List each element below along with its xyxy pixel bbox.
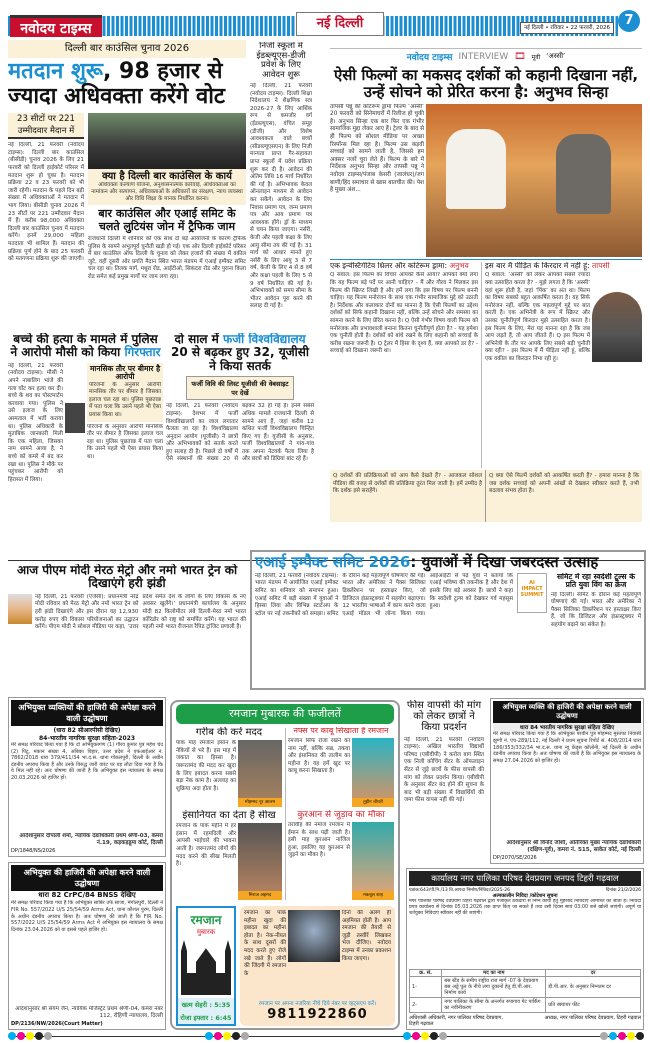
tender-ref: पत्रांक:643/पी.नि./13 वि.आपदा निर्माण/निविदा/2025-26 [409,888,510,893]
anubhav-name: अनुभव [449,262,469,270]
invite-right: दिनों की अलग ही अहमियत होती है। आप रमजान की तैयारी से जुड़ी तस्वीरें लिखकर भेज दीजिए। नवोदय टाइम्स में उनका प्रकाशन किया जाएगा। [342,910,391,962]
ai-summit-headline [255,554,641,571]
table-row: 1- बस स्टैंड के समीप राष्ट्रीय राज मार्ग -07 के देवप्रयाग बस अड्डे पुल के नीचे लगा दुकानों हेतु डी.पी.आर. निर्माण कार्य डी.पी.आर. के अनुसार निम्नतम दर [410,977,641,998]
ramzan-invite [240,906,395,1026]
film-reel-icon: 🎞 [514,51,526,62]
tender-table [409,969,641,1013]
film-title: ‘अस्सी’ [546,52,566,60]
tender-sign-left: अधिशासी अधिकारी, नगर पालिका परिषद देवप्रयाग, टिहरी गढ़वाल [409,1015,503,1027]
interview-photo [426,104,642,257]
notice-3-code: DP/2070/SE/2026 [493,855,537,861]
ramzan-article-1 [176,727,282,807]
invite-cta: रमजान पर अपना नजरिया नीचे दिये नंबर पर व्हट्सएप करें। [258,1001,377,1007]
bar-council-box [88,169,246,205]
ai-side-body: नई दिल्ली। समिट के दौरान कई महत्वपूर्ण घोषणाएं की गईं। भारत और अमेरिका ने पैक्स सिलिका डिक्लेरेशन पर हस्ताक्षर किए हैं, जो कि डिजिटल और इंफ्रास्ट्रक्चर में सहयोग बढ़ाने का संकेत है। [551,591,641,628]
ugc-headline [166,333,314,373]
ramzan-a1-photo [238,740,282,798]
ramzan-a1-text: पाक माह रमजान इंसान के नेकियों से भरे हैं। इस माह में जकात का हिस्सा है। जरूरतमंद की मदद कर खुदा के लिए इबादत करना सबसे बड़ा नेक काम है। अल्लाह का शुक्रिया अदा होता है। [176,740,236,792]
ramzan-a1-title: गरीब की करें मदद [195,727,263,738]
dateline: नई दिल्ली • रविवार • 22 फरवरी, 2026 [520,22,614,34]
handcuff-photo [65,403,85,433]
notice-3-title: अभियुक्त व्यक्ति की हाजिरी की अपेक्षा करने वाली उद्घोषणा [493,701,641,723]
modi-body: नई दिल्ली, 21 फरवरी (एजेंसी): प्रधानमंत्री नरेंद्र मोदी रविवार को मेरठ मेट्रो और नमो भारत ट्रेन को हरी झंडी दिखाएंगे और इस दौरान वह 12,930 करोड़ रुपए की विकास परियोजनाओं का उद्घाटन करेंगे। पीएम मोदी ने सोशल मीडिया पर कहा, ‘उत्तर प्रदेश समेत देश के लोगों के लिए विकास के नए अवसर खुलेंगे।’ प्रधानमंत्री कार्यालय के अनुसार मोदी 82 किलोमीटर लंबे दिल्ली-मेरठ नमो भारत कॉरिडोर को राष्ट्र को समर्पित करेंगे। यह भारत की पहली नमो भारत रीजनल रैपिड ट्रांजिट प्रणाली है। [35,593,246,631]
ramzan-a3-text: रमजान के पाक महीने में हर इंसान में रहमदिली और आपसी भाईचारे की भावना आती है। जरूरतमंद लोगों की मदद करने की सीख मिलती है। [176,823,236,868]
anubhav-qa: Q सवाल: इस फिल्म का विचार आपको कैसे आया? आपको क्यों लगा कि यह फिल्म बड़े पर्दे पर आनी चाहिए? - मैं और गौरव ने मिलकर इस फिल्म की स्क्रिप्ट लिखी है और हमें लगा कि इस विषय पर फिल्म बननी चाहिए। यह फिल्म मनोरंजन के साथ एक गंभीर सामाजिक मुद्दे को उठाती है। निर्देशक और कलाकार दोनों का मानना है कि ऐसी फिल्मों का उद्देश्य दर्शकों को सिर्फ कहानी दिखाना नहीं, बल्कि उन्हें सोचने और समस्या का सामना करने के लिए प्रेरित करना है। Q ऐसी गंभीर विषय वाली फिल्म को मनोरंजक और प्रभावशाली बनाना कितना चुनौतीपूर्ण होता है? - यह हमेशा एक चुनौती होती है। दर्शकों को बांधे रखने के लिए कहानी को सच्चाई के करीब रखना जरूरी है। Q ट्रेलर में हिंसा के दृश्य हैं, क्या आपको डर है? - सच्चाई को दिखाना जरूरी था। [330,272,478,355]
ai-summit-body: नई दिल्ली, 21 फरवरी (नवोदय टाइम्स): भारत मंडपम में आयोजित एआई इम्पैक्ट समिट का शनिवार को समापन हुआ। एआई समिट में बड़ी संख्या में युवाओं ने हिस्सा लिया और विभिन्न स्टार्टअप के स्टॉल पर नई तकनीकों को समझा। समिट के दौरान कई महत्वपूर्ण घोषणाएं की गईं। भारत और अमेरिका ने पैक्स सिलिका डिक्लेरेशन पर हस्ताक्षर किए, जो डिजिटल इंफ्रास्ट्रक्चर में सहयोग बढ़ाएगा। 12 भारतीय भाषाओं में काम करने वाला एआई मॉडल भी लॉन्च किया गया। आईआईटी से पढ़े युवा ने बताया कि एआई भविष्य की तकनीक है और देश में इसके लिए बड़े अवसर हैं। छात्रों ने कहा कि स्वदेशी टूल्स को देखकर गर्व महसूस हुआ। [255,572,513,617]
ai-summit-box [250,550,646,690]
headline-highlight: मतदान शुरू [8,59,103,84]
film-label: मूवी [531,53,541,61]
modi-story [8,564,246,696]
ugc-body: नई दिल्ली, 21 फरवरी (नवोदय टाइम्स): देशभर में फर्जी विश्वविद्यालयों का जाल लगातार फैलता जा रहा है। विश्वविद्यालय अनुदान आयोग (यूजीसी) ने छात्रों और अभिभावकों को सतर्क करते हुए सलाह दी है। पिछले दो वर्षों में ऐसे संस्थानों की संख्या 20 से बढ़कर 32 हो गई है। इनमें सबसे अधिक मामले राजधानी दिल्ली से सामने आए हैं, जहां करीब 12 कथित फर्जी विश्वविद्यालय चिन्हित किए गए हैं। यूजीसी के अनुसार, फर्जी विश्वविद्यालयों ने गांव-गांव तक अपना नेटवर्क फैला लिया है और छात्रों को डिग्रियां बांट रहे हैं। [166,403,314,463]
notice-2-sub: धारा 82 CrPC/84 BNSS देखिए [38,891,136,899]
modi-photo [8,594,32,624]
ramzan-article-3 [176,810,282,900]
inset-title: मानसिक तौर पर बीमार है आरोपी [89,363,161,382]
tender-subtitle: अल्पकालीन निविदा /कोटेशन सूचना [492,893,558,899]
notice-3-body: मेरे समक्ष परिवाद किया गया है कि अभियुक्त परवीन पुत्र मोहम्मद मुस्तफा निवासी झुग्गी नं. एच-289/112, नई दिल्ली ने प्रथम सूचना रिपोर्ट सं. 408/2014 धारा 186/353/332/34 भा.द.स. थाना न्यू फ्रेंड्स कॉलोनी, नई दिल्ली के अधीन दंडनीय अपराध किया है। अतः घोषणा की जाती है कि अभियुक्त इस न्यायालय के समक्ष 27.04.2026 को हाजिर हो। [493,731,641,765]
murder-headline-highlight: गिरफ्तार [124,345,161,360]
ramzan-article-2 [288,727,394,807]
ai-headline-rest: : युवाओं में दिखा जबरदस्त उत्साह [410,553,599,571]
murder-headline [8,333,163,360]
notice-3 [490,698,644,864]
interview-intro: तापसी पन्नू की कोर्टरूम ड्रामा फिल्म ‘अस्सी’ 20 फरवरी को सिनेमाघरों में रिलीज हो चुकी है। अनुभव सिन्हा एक बार फिर एक गंभीर सामाजिक मुद्दा लेकर आए हैं। ट्रेलर के बाद से ही फिल्म को सोशल मीडिया पर अच्छा रिस्पॉन्स मिल रहा है। फिल्म उस कड़वी सच्चाई को सामने लाती है, जिससे हम अक्सर नजरें चुरा लेते हैं। फिल्म के बारे में निर्देशक अनुभव सिन्हा और तापसी पन्नू ने नवोदय टाइम्स/पंजाब केसरी (जालंधर)/जग बाणी/हिंद समाचार से खास बातचीत की। पेश है मुख्य अंश... [330,103,424,194]
logo: नवोदय टाइम्स [10,15,102,37]
ramzan-a4-title: कुरआन से जुड़ाव का मौका [297,810,385,820]
taapsee-qa: Q सवाल: ‘अस्सी’ को लेकर आपको सबसे ज्यादा क्या उत्साहित करता है? - मुझे लगता है कि ‘अस्सी’ वहां शुरू होती है, जहां ‘पिंक’ का अंत था। फिल्म का विषय सबको बहुत आकर्षित करता है। यह सिर्फ मनोरंजन नहीं, बल्कि एक महत्वपूर्ण मुद्दे पर बात करती है। एक अभिनेत्री के रूप में स्क्रिप्ट और उसका चुनौतीपूर्ण किरदार मुझे उत्साहित करता है। इस फिल्म के लिए, मेरा यह मानना रहा है कि जब आप लड़ते हैं, तो आप जीतते हैं। Q इस फिल्म में अभिनेत्री के तौर पर आपके लिए सबसे बड़ी चुनौती क्या रही? - इस फिल्म में मैं पीड़िता नहीं हूं, बल्कि एक वकील का किरदार निभा रही हूं। [485,272,590,362]
col-sno: क्र. सं. [410,970,442,977]
ai-side-title: समिट में रहा स्वदेशी टूल्स के प्रति युवा विंग का क्रेज [556,572,635,590]
murder-inset [87,363,163,422]
taapsee-subhead [485,262,642,270]
notice-1-code: DP/1848/NS/2026 [11,848,56,854]
box-text: अधिवक्ता कल्याण योजना, अनुशासनात्मक कार्रवाई, अधिवक्ताओं का नामांकन और सत्यापन, अधिवक्ताओं के अधिकारों का संरक्षण, न्याय व्यवस्था और विधि शिक्षा के मानक निर्धारित करना। [91,182,243,203]
notice-1-sign: आदेशानुसार दीपाली शर्मा, न्यायिक दंडाधिकारी प्रथम श्रेणी-03, कमरा नं.19, कड़कड़डूमा कोर्ट, दिल्ली [19,832,163,847]
ramzan-article-4 [288,810,394,900]
tender-notice [406,868,644,1030]
bar-council-story [8,40,246,330]
ramzan-a1-name: मोहम्मद नूर आलम [238,798,282,807]
ugc-story [166,333,314,558]
table-row: 2- नगर पालिका के सीमा के अन्तर्गत रुपागाव गेट पार्किंग का नवीनीकरण प्रति स्क्वायर फीट [410,998,641,1013]
ai-headline-highlight: एआई इम्पैक्ट समिट 2026 [255,553,411,571]
tender-title: कार्यालय नगर पालिका परिषद देवप्रयाग जनपद टिहरी गढ़वाल [409,871,641,886]
bar-council-kicker: दिल्ली बार काउंसिल चुनाव 2026 [8,40,246,58]
invite-left: रमजान का पाक महीना खुदा की इबादत का महीना होता है। नेक-नीयत के साथ दूसरों की मदद करते हुए रोजे रखे जाते हैं। लोगों की जिंदगी में रमजान के [244,910,286,977]
taapsee-subhead-text: इस बार मैं पीड़ित के किरदार में नहीं हूं: [485,262,590,270]
prayer-image [288,910,340,962]
ramzan-a2-title: नफ्स पर काबू सिखाता है रमजान [293,727,389,735]
interview-q1: Q दर्शकों की प्रतिक्रियाओं को आप कैसे देखते हैं? - आजकल सोशल मीडिया की वजह से दर्शकों की प्रतिक्रिया तुरंत मिल जाती है। हमें उम्मीद है कि दर्शक इसे सराहेंगे। [330,470,486,522]
col-rate: दर [546,970,641,977]
interview-headline: ऐसी फिल्मों का मकसद दर्शकों को कहानी दिखाना नहीं, उन्हें सोचने को प्रेरित करना है: अनुभव सिन्हा [333,66,639,101]
murder-body: नई दिल्ली, 21 फरवरी (नवोदय टाइम्स): मौसी ने अपने नाबालिग भांजे की गला घोंट कर हत्या कर दी। बच्चे के शव का पोस्टमार्टम करवाया गया। पुलिस ने उसे इलाज के लिए अस्पताल में भर्ती कराया था। पुलिस अधिकारी के मुताबिक जानकारी मिली कि एक महिला, जिसका नाम सामने आया है, ने बच्चे को कमरे में बंद कर रखा था। पुलिस ने मौके पर पहुंचकर आरोपी को हिरासत में लिया। [8,362,63,483]
ai-summit-logo: AI IMPACT SUMMIT [517,573,547,613]
anubhav-subhead-text: एक इन्वेस्टिगेटिव थ्रिलर और कोर्टरूम ड्रामा: [330,262,448,270]
notice-3-sign: आदेशानुसार श्री विनोद जोशी, अतिरिक्त मुख्य न्यायिक दंडाधिकारी (दक्षिण-पूर्व), कमरा नं. 515, साकेत कोर्ट, नई दिल्ली [506,839,641,854]
anubhav-subhead [330,262,478,270]
inset-text: परिजनों के अनुसार आरोपी मानसिक तौर पर बीमार है जिसका इलाज चल रहा था। पुलिस पूछताछ में पता चला कि उसने पहले भी ऐसा प्रयास किया था। [89,381,161,419]
fees-headline: फीस वापसी की मांग को लेकर छात्रों ने किया प्रदर्शन [406,700,482,734]
interview-q2: Q क्या ऐसे फिल्में दर्शकों को आकर्षित करती हैं? - हमारा मानना है कि जब दर्शक सच्चाई को अपनी आंखों से देखकर स्वीकार करते हैं, तभी बदलाव संभव होता है। [489,473,639,495]
notice-1-body: मेरे समक्ष परिवाद किया गया है कि दो अभियुक्तगण (1) गौरव कुमार पुत्र महेश चंद (2) पिंटू, मकान संख्या 4, अंबिका विहार, उत्तर प्रदेश ने एफआईआर नं. 7862/2018 धारा 379/411/34 भा.द.स. थाना गोकलपुरी, दिल्ली के अधीन दंडनीय अपराध किया है और उनके विरुद्ध जारी वारंट पर यह लौटा दिया गया है कि वे मिल नहीं रहे। अतः घोषणा की जाती है कि अभियुक्त इस न्यायालय के समक्ष 20.03.2026 को हाजिर हों। [11,742,163,781]
headline-rest: , 98 हजार से ज्यादा अधिवक्ता करेंगे वोट [8,59,225,109]
ramzan-divider [285,728,286,900]
tender-body: नगर पालिका परिषद देवप्रयाग टिहरी गढ़वाल द्वारा पंजीकृत ठेकेदारों से निम्न कार्यों हेतु मुहरबंद निविदाएं आमंत्रित की जाती हैं। निविदा प्रपत्र कार्यालय से दिनांक 05.03.2026 तक प्राप्त किए जा सकते हैं तथा उसी दिवस सायं 03:00 बजे खोली जाएंगी। अपूर्ण या शर्तयुक्त निविदाएं स्वीकार नहीं की जाएंगी। [409,899,641,917]
ews-headline: निजी स्कूलों में ईडब्ल्यूएस-डीजी प्रवेश के लिए आवेदन शुरू [256,42,306,80]
ugc-headline-a: दो साल में [174,333,219,346]
notice-3-sub: धारा 84 भारतीय नागरिक सुरक्षा संहिता देखिए [493,723,641,731]
edition-label: नई दिल्ली [296,12,384,36]
greet-title: रमजान [190,913,222,927]
tender-date: दिनांक 21/2/2026 [605,888,641,893]
color-swatches [8,1032,644,1041]
ugc-headline-b: 20 से बढ़कर हुए 32, यूजीसी ने किया सतर्क [171,345,309,373]
notice-2-code: DP/2136/NW/2026(Court Matter) [11,1021,103,1027]
iftar-time: रोजा इफ्तार : 6:45 [178,1011,234,1024]
bar-council-photo [88,113,246,169]
traffic-body: राजधानी दिल्ली में शनिवार को एक साथ दो बड़े आयोजनों के कारण ट्रैफिक पुलिस के सामने अभूतपूर्व चुनौती खड़ी हो गई। एक ओर दिल्ली हाईकोर्ट परिसर में बार काउंसिल ऑफ दिल्ली के चुनाव को लेकर हजारों की संख्या में वकील जुटे, वहीं दूसरी ओर प्रगति मैदान स्थित भारत मंडपम में एआई इम्पैक्ट समिट चल रहा था। तिलक मार्ग, मथुरा रोड, आईटीओ, सिकंदरा रोड और पुराना किला रोड समेत कई प्रमुख मार्गों पर जाम लगा रहा। [88,236,246,281]
box-title: क्या है दिल्ली बार काउंसिल के कार्य [102,171,232,183]
ews-story [250,42,312,327]
ramzan-a4-name: मकबूल शाह [352,891,394,900]
interview-header [330,48,642,64]
col-item: मद का नाम [442,970,546,977]
page-number: 7 [618,10,640,32]
modi-headline: आज पीएम मोदी मेरठ मेट्रो और नमो भारत ट्रेन को दिखाएंगे हरी झंडी [16,564,238,591]
interview-section [330,48,642,522]
interview-label: INTERVIEW [458,51,509,62]
sehri-time: खत्म सेहरी : 5:35 [178,998,234,1011]
interview-divider [330,259,642,260]
notice-1 [8,697,166,857]
ramzan-a2-name: तुहीन चौधरी [352,798,394,807]
ramzan-a3-name: मिराज अहमद [238,891,282,900]
taapsee-name: तापसी [592,262,610,270]
murder-headline-text: बच्चे की हत्या के मामले में पुलिस ने आरोपी मौसी को किया [10,333,158,360]
murder-story [8,333,163,558]
interview-brand: नवोदय टाइम्स [406,53,453,63]
ramzan-a2-text: रमजान सिर्फ रोजा रखने का नाम नहीं, बल्कि सब्र, तकवा और इंसानियत की तालीम का महीना है। यह हमें खुद पर काबू करना सिखाता है। [288,737,350,775]
ramzan-a3-photo [238,823,282,891]
fees-body: नई दिल्ली, 21 फरवरी (नवोदय टाइम्स): अखिल भारतीय विद्यार्थी परिषद (एबीवीपी) ने करोल बाग स्थित एक निजी कोचिंग सेंटर के ऑफलाइन सेंटर से जुड़े छात्रों के फीस वापसी की मांग को लेकर प्रदर्शन किया। एबीवीपी के अनुसार सेंटर बंद होने की सूचना के बाद भी बड़ी संख्या में विद्यार्थियों की जमा फीस वापस नहीं की गई। [404,736,484,804]
notice-1-law: 84-भारतीय नागरिक सुरक्षा संहिता-2023 [39,735,135,742]
bar-council-headline [8,60,246,109]
invite-phone[interactable]: 9811922860 [267,1007,368,1022]
notice-2 [8,862,166,1030]
notice-2-title: अभियुक्त की हाजिरी की अपेक्षा करने वाली उद्घोषणा [11,865,163,891]
bar-council-subhead: 23 सीटों पर 221 उम्मीदवार मैदान में [8,113,84,139]
notice-1-sub: (धारा 82 सीआरपीसी देखिए) [53,727,121,734]
notice-1-title: अभियुक्त व्यक्तियों की हाजिरी की अपेक्षा करने वाली उद्घोषणा [11,700,163,726]
greet-sub: मुबारक [196,928,216,936]
ugc-callout: फर्जी विवि की लिस्ट यूजीसी की वेबसाइट पर देखें [186,376,294,400]
notice-2-sign: आदेशानुसार श्री संयम जैन, न्यायिक मजिस्ट्रेट प्रथम श्रेणी-04, कमरा नंबर 112, रोहिणी न्यायालय, दिल्ली [15,1005,163,1020]
ramzan-a4-photo [352,822,394,891]
interview-bottom-box [330,470,642,522]
tender-sign-right: अध्यक्ष, नगर पालिका परिषद देवप्रयाग, टिहरी गढ़वाल [544,1015,641,1021]
murder-body-cont: परिजनों के अनुसार आरोपी मानसिक तौर पर बीमार है जिसका इलाज चल रहा था। पुलिस पूछताछ में पता चला कि उसने पहले भी ऐसा प्रयास किया था। [87,423,163,460]
mosque-icon [181,940,231,995]
ramzan-a4-text: तरावीह की नमाज रमजान में ईमान के साथ पढ़ी जाती है। इसी माह कुरआन नाजिल हुआ, इसलिए यह कुरआन से जुड़ने का मौका है। [288,822,350,859]
ramzan-a3-title: इंसानियत का देता है सीख [182,810,276,821]
ramzan-a2-photo [352,738,394,798]
traffic-headline: बार काउंसिल और एआई समिट के चलते लुटियंस जोन में ट्रैफिक जाम [98,207,236,233]
ugc-headline-highlight: फर्जी विश्वविद्यालय [223,333,306,346]
notice-2-body: मेरे समक्ष परिवाद किया गया है कि अभियुक्त साबिर उर्फ साजा, मंगोलपुरी, दिल्ली ने FIR No. 557/2022 U/S 25/54/59 Arms Act, थाना कौशल पुरम, दिल्ली के अधीन दंडनीय अपराध किया है। अतः घोषणा की जाती है कि FIR No. 557/2022 U/S 25/54/59 Arms Act में अभियुक्त इस न्यायालय के समक्ष दिनांक 23.04.2026 को या इससे पहले हाजिर हो। [11,900,163,934]
ews-body: नई दिल्ली, 21 फरवरी (नवोदय टाइम्स): दिल्ली शिक्षा निदेशालय ने शैक्षणिक सत्र 2026-27 के लिए आर्थिक रूप से कमजोर वर्ग (ईडब्ल्यूएस), वंचित समूह (डीजी) और विशेष आवश्यकता वाले बच्चों (सीडब्ल्यूएसएन) के लिए निजी मान्यता प्राप्त गैर-सहायता प्राप्त स्कूलों में प्रवेश प्रक्रिया शुरू कर दी है। आवेदन की अंतिम तिथि 16 मार्च निर्धारित की गई है। अभिभावक केवल ऑनलाइन माध्यम से आवेदन कर सकेंगे। आवेदन के लिए निवास प्रमाण पत्र, जन्म प्रमाण पत्र और आय प्रमाण पत्र आवश्यक होंगे। ड्रॉ के माध्यम से चयन किया जाएगा। नर्सरी, केजी और पहली कक्षा के लिए आयु सीमा तय की गई है। 31 मार्च को आधार मानते हुए नर्सरी के लिए आयु 3 से 7 वर्ष, केजी के लिए 4 से 8 वर्ष और कक्षा पहली के लिए 5 से 9 वर्ष निर्धारित की गई है। अभिभावकों को समय सीमा के भीतर आवेदन पूरा करने की सलाह दी गई है। [250,83,312,310]
ramzan-banner: रमजान मुबारक की फजीलतें [176,704,394,724]
taapsee-photo [592,292,642,362]
ramzan-greeting-card [176,906,236,1026]
fees-story [404,700,484,864]
bar-council-body: नई दिल्ली, 21 फरवरी (नवोदय टाइम्स): दिल्ली बार काउंसिल (बीसीडी) चुनाव 2026 के लिए 21 फरवरी को दिल्ली हाईकोर्ट परिसर में मतदान शुरू हो चुका है। मतदान प्रक्रिया 22 व 23 फरवरी को भी जारी रहेगी। मतदान के पहले दिन बड़ी संख्या में अधिवक्ताओं ने मतदान में भाग लिया। बीसीडी चुनाव 2026 में 23 सीटों पर 221 उम्मीदवार मैदान में हैं। करीब 98,000 अधिवक्ता दिल्ली बार काउंसिल चुनाव में मतदान करेंगे। इनमें 29,000 महिला मतदाता भी शामिल हैं। मतदान की प्रक्रिया पूर्ण होने के बाद 25 फरवरी को मतगणना प्रक्रिया शुरू की जाएगी। [8,142,84,263]
